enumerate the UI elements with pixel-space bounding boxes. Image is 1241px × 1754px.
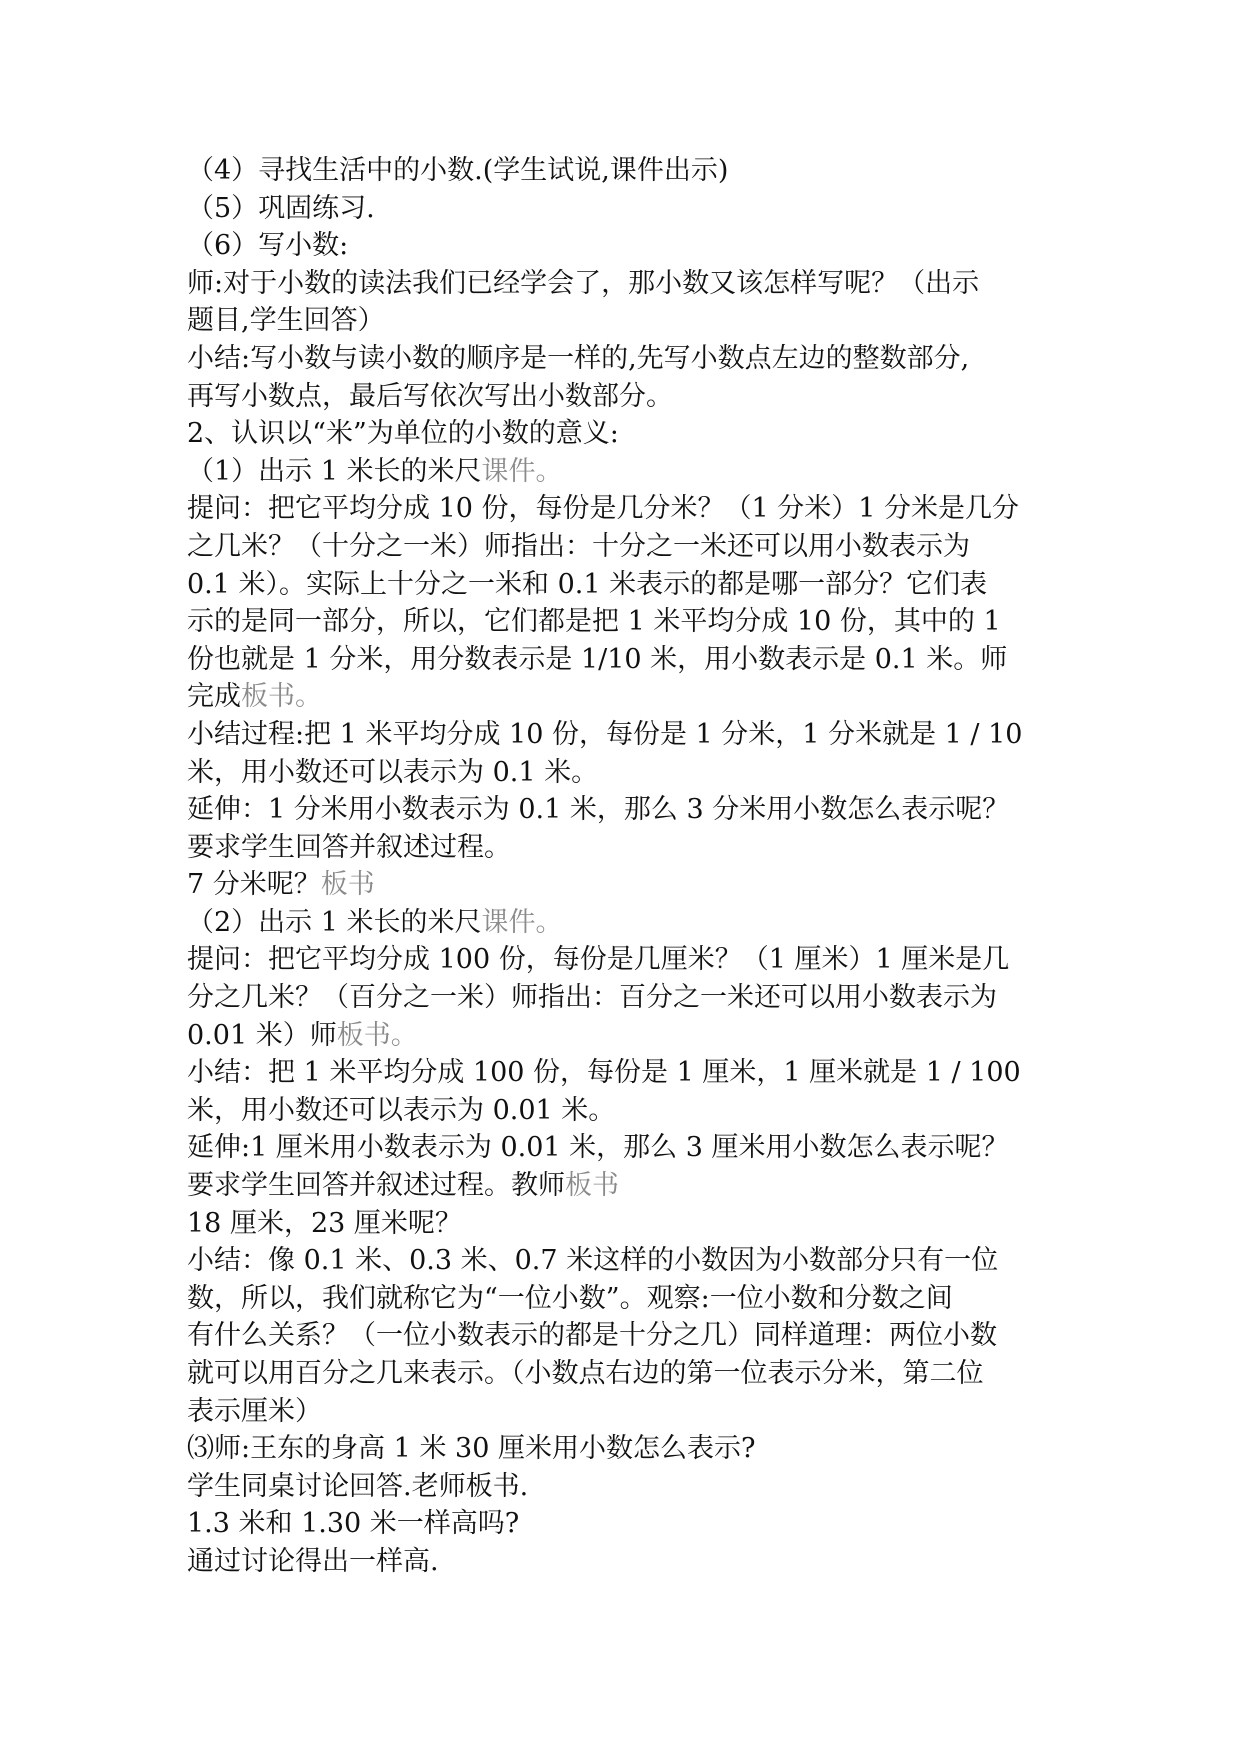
text-line: （6）写小数: xyxy=(187,230,349,262)
text-line: 小结：把 1 米平均分成 100 份，每份是 1 厘米，1 厘米就是 1 / 100 xyxy=(187,1057,1021,1089)
text-line: 题目,学生回答） xyxy=(187,305,385,337)
text-line: 就可以用百分之几来表示。（小数点右边的第一位表示分米，第二位 xyxy=(187,1358,984,1389)
gray-annotation: 板书 xyxy=(320,869,375,901)
text-line: 7 分米呢？板书 xyxy=(187,869,375,901)
gray-annotation: 板书 xyxy=(565,1170,619,1202)
text-line: 1.3 米和 1.30 米一样高吗? xyxy=(187,1508,520,1540)
text-line: （2）出示 1 米长的米尺课件。 xyxy=(187,906,563,938)
text-line: （4）寻找生活中的小数.(学生试说,课件出示) xyxy=(187,155,729,186)
text-line: 18 厘米，23 厘米呢？ xyxy=(187,1207,462,1239)
gray-annotation: 课件。 xyxy=(481,455,563,487)
text-line: 学生同桌讨论回答.老师板书. xyxy=(187,1470,529,1502)
text-line: 有什么关系？（一位小数表示的都是十分之几）同样道理：两位小数 xyxy=(187,1320,997,1352)
text-line: （5）巩固练习. xyxy=(187,192,375,224)
text-line: 表示厘米） xyxy=(187,1395,322,1427)
document-body xyxy=(187,152,1057,1581)
text-line: 米，用小数还可以表示为 0.01 米。 xyxy=(187,1094,616,1126)
text-line: 份也就是 1 分米，用分数表示是 1/10 米，用小数表示是 0.1 米。师 xyxy=(187,643,1008,675)
gray-annotation: 板书。 xyxy=(336,1019,418,1051)
text-line: 小结：像 0.1 米、0.3 米、0.7 米这样的小数因为小数部分只有一位 xyxy=(187,1245,999,1277)
text-line: 提问：把它平均分成 10 份，每份是几分米？（1 分米）1 分米是几分 xyxy=(187,493,1020,525)
text-line: 小结过程:把 1 米平均分成 10 份，每份是 1 分米，1 分米就是 1 / 10 xyxy=(187,718,1023,750)
text-line: 0.01 米）师板书。 xyxy=(187,1019,418,1051)
text-line: 0.1 米）。实际上十分之一米和 0.1 米表示的都是哪一部分？它们表 xyxy=(187,568,988,600)
text-line: 延伸：1 分米用小数表示为 0.1 米，那么 3 分米用小数怎么表示呢？ xyxy=(187,794,1010,826)
text-line: 完成板书。 xyxy=(187,681,322,713)
text-line: 2、认识以“米”为单位的小数的意义: xyxy=(187,418,619,450)
text-line: 小结:写小数与读小数的顺序是一样的,先写小数点左边的整数部分, xyxy=(187,342,970,374)
gray-annotation: 课件。 xyxy=(481,906,563,938)
text-line: 之几米？（十分之一米）师指出：十分之一米还可以用小数表示为 xyxy=(187,530,970,562)
text-line: 要求学生回答并叙述过程。教师板书 xyxy=(187,1170,619,1202)
text-line: ⑶师:王东的身高 1 米 30 厘米用小数怎么表示? xyxy=(187,1433,756,1465)
text-line: 示的是同一部分，所以，它们都是把 1 米平均分成 10 份，其中的 1 xyxy=(187,606,1001,638)
text-line: 数，所以，我们就称它为“一位小数”。观察:一位小数和分数之间 xyxy=(187,1282,953,1314)
text-line: 分之几米？（百分之一米）师指出：百分之一米还可以用小数表示为 xyxy=(187,982,997,1014)
text-line: 要求学生回答并叙述过程。 xyxy=(187,831,511,863)
text-line: 再写小数点，最后写依次写出小数部分。 xyxy=(187,380,673,412)
text-line: 延伸:1 厘米用小数表示为 0.01 米，那么 3 厘米用小数怎么表示呢？ xyxy=(187,1132,1009,1164)
text-line: 米，用小数还可以表示为 0.1 米。 xyxy=(187,756,599,788)
text-line: （1）出示 1 米长的米尺课件。 xyxy=(187,455,563,487)
text-line: 通过讨论得出一样高. xyxy=(187,1545,439,1577)
text-line: 师:对于小数的读法我们已经学会了，那小数又该怎样写呢？（出示 xyxy=(187,267,980,299)
gray-annotation: 板书。 xyxy=(241,681,322,713)
text-line: 提问：把它平均分成 100 份，每份是几厘米？（1 厘米）1 厘米是几 xyxy=(187,944,1010,976)
